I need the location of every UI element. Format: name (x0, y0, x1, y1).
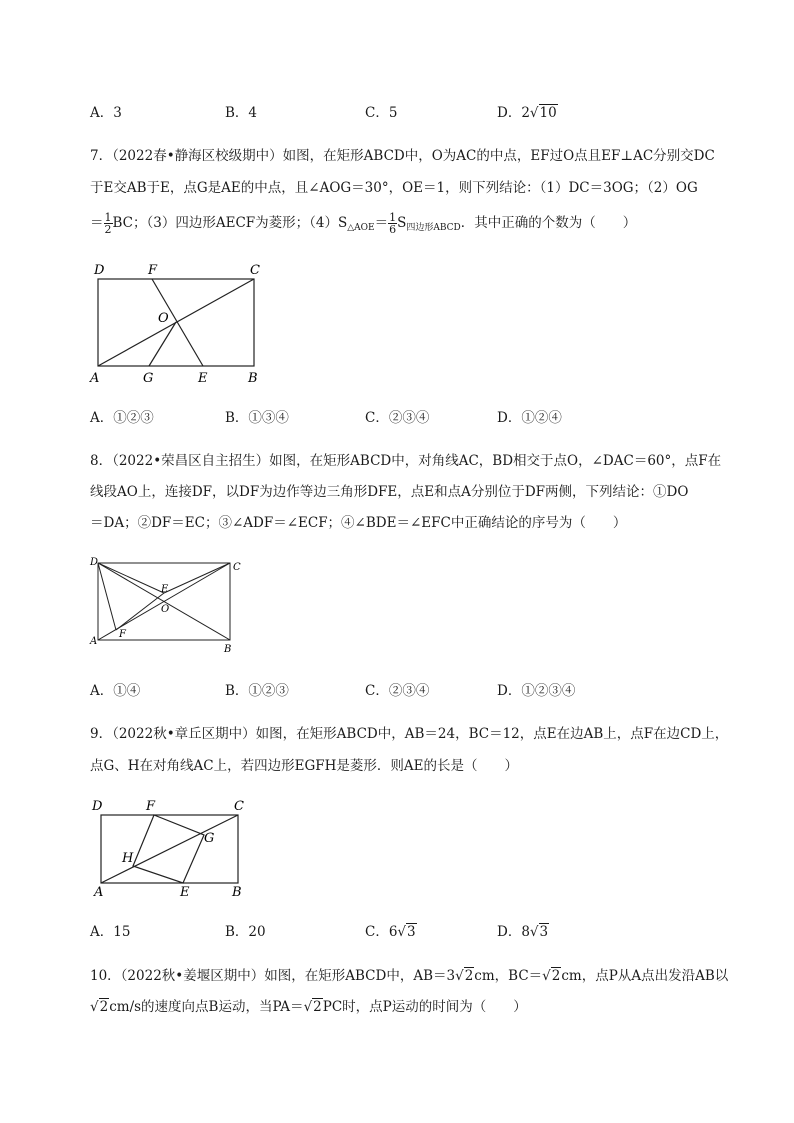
q9-label-E: E (180, 885, 190, 900)
fraction-one-half: $\frac{1}{2}$ (104, 211, 112, 236)
q8-label-A: A (90, 636, 98, 647)
q9-line-2: 点G、H在对角线AC上，若四边形EGFH是菱形．则AE的长是（ ） (90, 758, 519, 774)
q8-figure (86, 555, 246, 655)
q9-option-b[interactable]: B．20 (225, 924, 266, 940)
q9-label-H: H (122, 851, 134, 866)
q7-option-c[interactable]: C．②③④ (365, 410, 430, 426)
q7-options (90, 406, 730, 426)
q9-label-A: A (94, 885, 104, 900)
q8-line-2: 线段AO上，连接DF，以DF为边作等边三角形DFE，点E和点A分别位于DF两侧，下列结论：①DO (90, 484, 689, 500)
q6-option-d[interactable]: D．2√10 (497, 105, 557, 121)
q6-options (90, 101, 730, 121)
q6-option-b[interactable]: B．4 (225, 105, 258, 121)
q7-label-E: E (198, 371, 208, 386)
q9-figure (88, 796, 258, 900)
q7-option-d[interactable]: D．①②④ (497, 410, 562, 426)
q8-label-F: F (119, 629, 126, 640)
q10-line-1: 10．（2022秋•姜堰区期中）如图，在矩形ABCD中，AB＝3√2cm，BC＝√2cm，点P从A点出发沿AB以 (90, 968, 729, 984)
q9-label-F: F (146, 799, 156, 814)
q7-line-3: ＝ $\frac{1}{2}$ BC；（3）四边形AECF为菱形；$(4)S_{\triangle AOE}=$ $\frac{1}{6}$ $S_{四边形ABCD}$．其中正确的个数为（ ） (90, 211, 637, 236)
q8-option-d[interactable]: D．①②③④ (497, 683, 576, 699)
q9-label-D: D (92, 799, 103, 814)
q9-label-G: G (204, 831, 215, 846)
q8-label-B: B (224, 644, 232, 655)
q7-line-1: 7．（2022春•静海区校级期中）如图，在矩形ABCD中，O为AC的中点，EF过O点且EF⊥AC分别交DC (90, 148, 715, 164)
q9-option-c[interactable]: C．6√3 (365, 924, 416, 940)
q8-option-b[interactable]: B．①②③ (225, 683, 289, 699)
q10-line-2: √2cm/s的速度向点B运动，当PA＝√2PC时，点P运动的时间为（ ） (90, 999, 527, 1015)
q8-label-E: E (161, 584, 169, 595)
q7-label-F: F (148, 263, 158, 278)
q7-line-2: 于E交AB于E，点G是AE的中点，且∠AOG＝30°，OE＝1，则下列结论：（1）DC＝3OG；（2）OG (90, 180, 698, 196)
q9-option-d[interactable]: D．8√3 (497, 924, 549, 940)
q7-figure (86, 258, 276, 388)
q8-option-a[interactable]: A．①④ (90, 683, 141, 699)
q9-line-1: 9．（2022秋•章丘区期中）如图，在矩形ABCD中，AB＝24，BC＝12，点E在边AB上，点F在边CD上， (90, 726, 729, 742)
q9-label-C: C (234, 799, 244, 814)
q8-label-C: C (233, 562, 241, 573)
q8-line-3: ＝DA；②DF＝EC；③∠ADF＝∠ECF；④∠BDE＝∠EFC中正确结论的序号为（ ） (90, 515, 627, 531)
q7-label-C: C (250, 263, 260, 278)
q8-line-1: 8．（2022•荣昌区自主招生）如图，在矩形ABCD中，对角线AC，BD相交于点O，∠DAC＝60°，点F在 (90, 453, 722, 469)
q9-label-B: B (232, 885, 242, 900)
q7-label-B: B (248, 371, 258, 386)
q6-option-a[interactable]: A．3 (90, 105, 122, 121)
q7-option-a[interactable]: A．①②③ (90, 410, 154, 426)
q7-label-O: O (158, 311, 169, 326)
q7-label-G: G (143, 371, 154, 386)
q7-option-b[interactable]: B．①③④ (225, 410, 289, 426)
q9-options (90, 920, 730, 940)
q7-label-D: D (94, 263, 105, 278)
q8-option-c[interactable]: C．②③④ (365, 683, 430, 699)
q6-option-c[interactable]: C．5 (365, 105, 398, 121)
q8-label-O: O (161, 604, 170, 615)
fraction-one-sixth: $\frac{1}{6}$ (389, 211, 397, 236)
q7-label-A: A (90, 371, 100, 386)
q9-option-a[interactable]: A．15 (90, 924, 131, 940)
q8-label-D: D (90, 557, 99, 568)
q8-options (90, 679, 730, 699)
